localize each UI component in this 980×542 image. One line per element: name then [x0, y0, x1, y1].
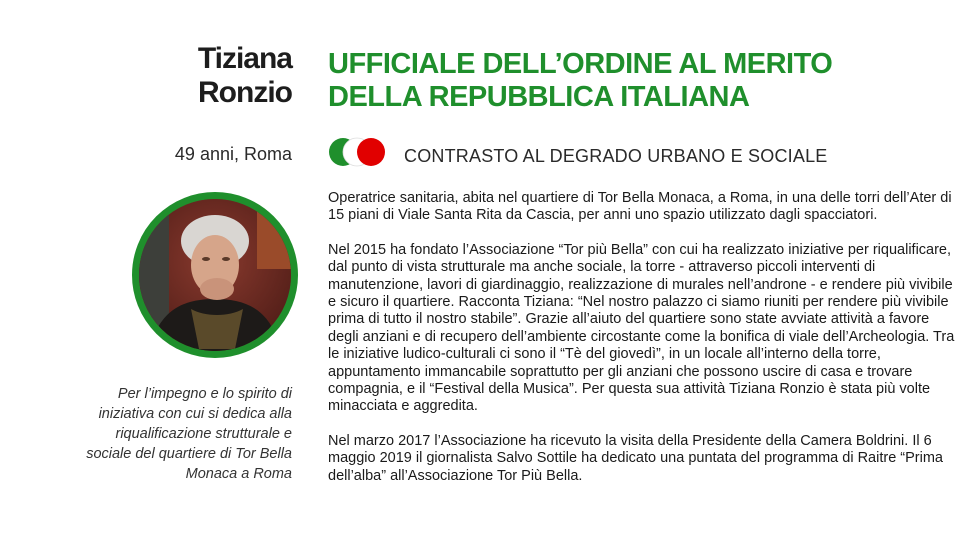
biography [328, 190, 956, 502]
age-city: 49 anni, Roma [174, 144, 292, 164]
bio-paragraph-3: Nel marzo 2017 l’Associazione ha ricevuto la visita della Presidente della Camera Boldrini. Il 6 maggio 2019 il giornalista Salvo Sottile ha dedicato una puntata del programma di Raitre “Prima dell’alba” all’Associazione Tor Più Bella. [328, 432, 943, 484]
honor-title-line1: UFFICIALE DELL’ORDINE AL MERITO [328, 48, 833, 80]
person-name [198, 42, 292, 110]
portrait-photo [132, 192, 298, 358]
motivation-caption: Per l’impegno e lo spirito di iniziativa con cui si dedica alla riqualificazione strutturale e sociale del quartiere di Tor Bella Monaca a Roma [86, 386, 292, 482]
last-name: Ronzio [198, 76, 292, 109]
first-name: Tiziana [197, 42, 292, 75]
bio-paragraph-1: Operatrice sanitaria, abita nel quartiere di Tor Bella Monaca, a Roma, in una delle torri dell’Ater di 15 piani di Viale Santa Rita da Cascia, per anni uno spazio utilizzato dagli spacciatori. [328, 190, 952, 224]
award-category: CONTRASTO AL DEGRADO URBANO E SOCIALE [404, 146, 828, 166]
honor-title-line2: DELLA REPUBBLICA ITALIANA [328, 81, 750, 113]
italian-flag-icon [328, 137, 388, 167]
bio-paragraph-2: Nel 2015 ha fondato l’Associazione “Tor più Bella” con cui ha realizzato iniziative per riqualificare, dal punto di vista strutturale ma anche sociale, la torre - attraverso piccoli interventi di manutenzione, lavori di giardinaggio, realizzazione di murales nell’androne - e rendere più vivibile e sicuro il quartiere. Racconta Tiziana: “Nel nostro palazzo ci siamo riuniti per rendere più vivibile prima di tutto il nostro stabile”. Grazie all’aiuto del quartiere sono state avviate attività a favore degli anziani e di recupero dell’ambiente circostante come la bonifica di viale dell’Archeologia. Tra le iniziative ludico-culturali ci sono il “Tè del giovedì”, in un locale all’interno della torre, appuntamento immancabile soprattutto per gli anziani che possono uscire di casa e trovare compagnia, e il “Festival della Musica”. Per questa sua attività Tiziana Ronzio è stata più volte minacciata e aggredita. [328, 241, 955, 415]
honor-title [328, 48, 832, 114]
